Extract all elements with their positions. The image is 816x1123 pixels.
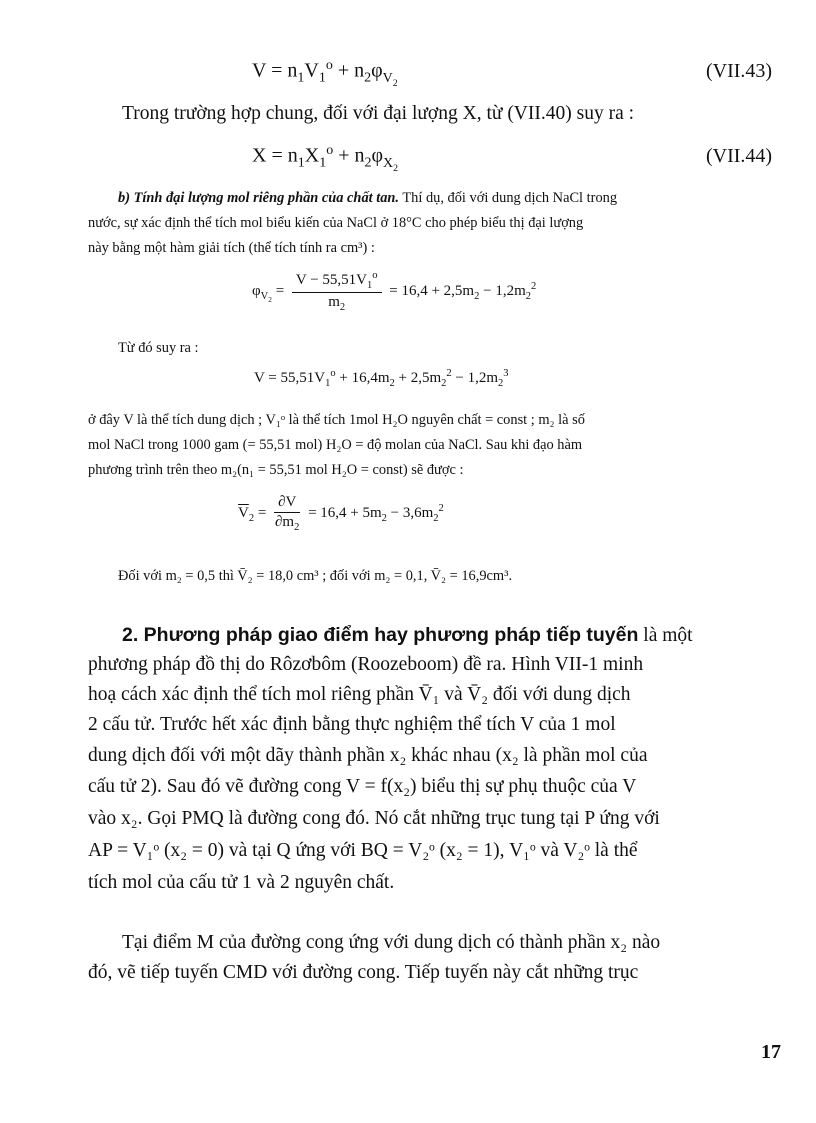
explanation-line-2: mol NaCl trong 1000 gam (= 55,51 mol) H₂O = độ molan của NaCl. Sau khi đạo hàm <box>88 437 583 453</box>
section-2-line-3: hoạ cách xác định thể tích mol riêng phần V̄₁ và V̄₂ đối với dung dịch <box>88 684 631 705</box>
general-case-text: Trong trường hợp chung, đối với đại lượng X, từ (VII.40) suy ra : <box>122 103 635 124</box>
tu-do-suy-ra: Từ đó suy ra : <box>118 340 199 356</box>
equation-label-vii43: (VII.43) <box>706 60 773 82</box>
section-2-line-6: cấu tử 2). Sau đó vẽ đường cong V = f(x₂) biểu thị sự phụ thuộc của V <box>88 776 637 797</box>
section-b-line-1-rest: Thí dụ, đối với dung dịch NaCl trong <box>402 190 618 206</box>
explanation-line-3: phương trình trên theo m₂(n₁ = 55,51 mol H₂O = const) sẽ được : <box>88 462 464 478</box>
explanation-line-1: ở đây V là thể tích dung dịch ; V₁ᵒ là thể tích 1mol H₂O nguyên chất = const ; m₂ là số <box>88 412 585 428</box>
section-b-line-3: này bằng một hàm giải tích (thể tích tính ra cm³) : <box>88 240 375 256</box>
section-2-line-7: vào x₂. Gọi PMQ là đường cong đó. Nó cắt những trục tung tại P ứng với <box>88 808 660 829</box>
paragraph-3-line-1: Tại điểm M của đường cong ứng với dung dịch có thành phần x₂ nào <box>122 932 661 953</box>
section-b-line-2: nước, sự xác định thể tích mol biểu kiến của NaCl ở 18°C cho phép biểu thị đại lượng <box>88 215 584 231</box>
paragraph-3-line-2: đó, vẽ tiếp tuyến CMD với đường cong. Tiếp tuyến này cắt những trục <box>88 962 639 983</box>
section-2-line-1-rest: là một <box>638 625 693 646</box>
formula-phi-v2: $\varphi_{V_2}$ = $\frac{V - 55,51V_1^o}{m_2}$ = $16,4 + 2,5m_2 - 1,2m_2^2$ <box>252 270 537 313</box>
equation-label-vii44: (VII.44) <box>706 145 773 167</box>
section-2-line-8: AP = V₁ᵒ (x₂ = 0) và tại Q ứng với BQ = V₂ᵒ (x₂ = 1), V₁ᵒ và V₂ᵒ là thể <box>88 840 638 861</box>
section-2-line-4: 2 cấu tử. Trước hết xác định bằng thực nghiệm thể tích V của 1 mol <box>88 714 616 735</box>
formula-v-total: $V = 55,51V_1^o + 16,4m_2 + 2,5m_2^2 - 1,2m_2^3$ <box>254 368 509 389</box>
section-b-line-1 <box>118 190 617 207</box>
equation-vii43: $V = n_1V_1^o + n_2\varphi_{V_2}$ <box>252 58 398 89</box>
section-2-heading: 2. Phương pháp giao điểm hay phương pháp tiếp tuyến <box>122 624 639 646</box>
section-b-heading: b) Tính đại lượng mol riêng phần của chất tan. <box>118 190 400 206</box>
values-line: Đối với m₂ = 0,5 thì V̄₂ = 18,0 cm³ ; đối với m₂ = 0,1, V̄₂ = 16,9cm³. <box>118 568 513 584</box>
section-2-line-5: dung dịch đối với một dãy thành phần x₂ khác nhau (x₂ là phần mol của <box>88 745 648 766</box>
page-number: 17 <box>761 1041 781 1063</box>
section-2-line-9: tích mol của cấu tử 1 và 2 nguyên chất. <box>88 872 395 893</box>
formula-v2-bar: $\overline{V}_2$ = $\frac{\partial V}{\partial m_2}$ = $16,4 + 5m_2 - 3,6m_2^2$ <box>238 494 444 533</box>
equation-vii44: $X = n_1X_1^o + n_2\varphi_{X_2}$ <box>252 143 399 174</box>
section-2-line-2: phương pháp đồ thị do Rôzơbôm (Roozeboom) đề ra. Hình VII-1 minh <box>88 654 644 675</box>
section-2-line-1 <box>122 624 693 647</box>
